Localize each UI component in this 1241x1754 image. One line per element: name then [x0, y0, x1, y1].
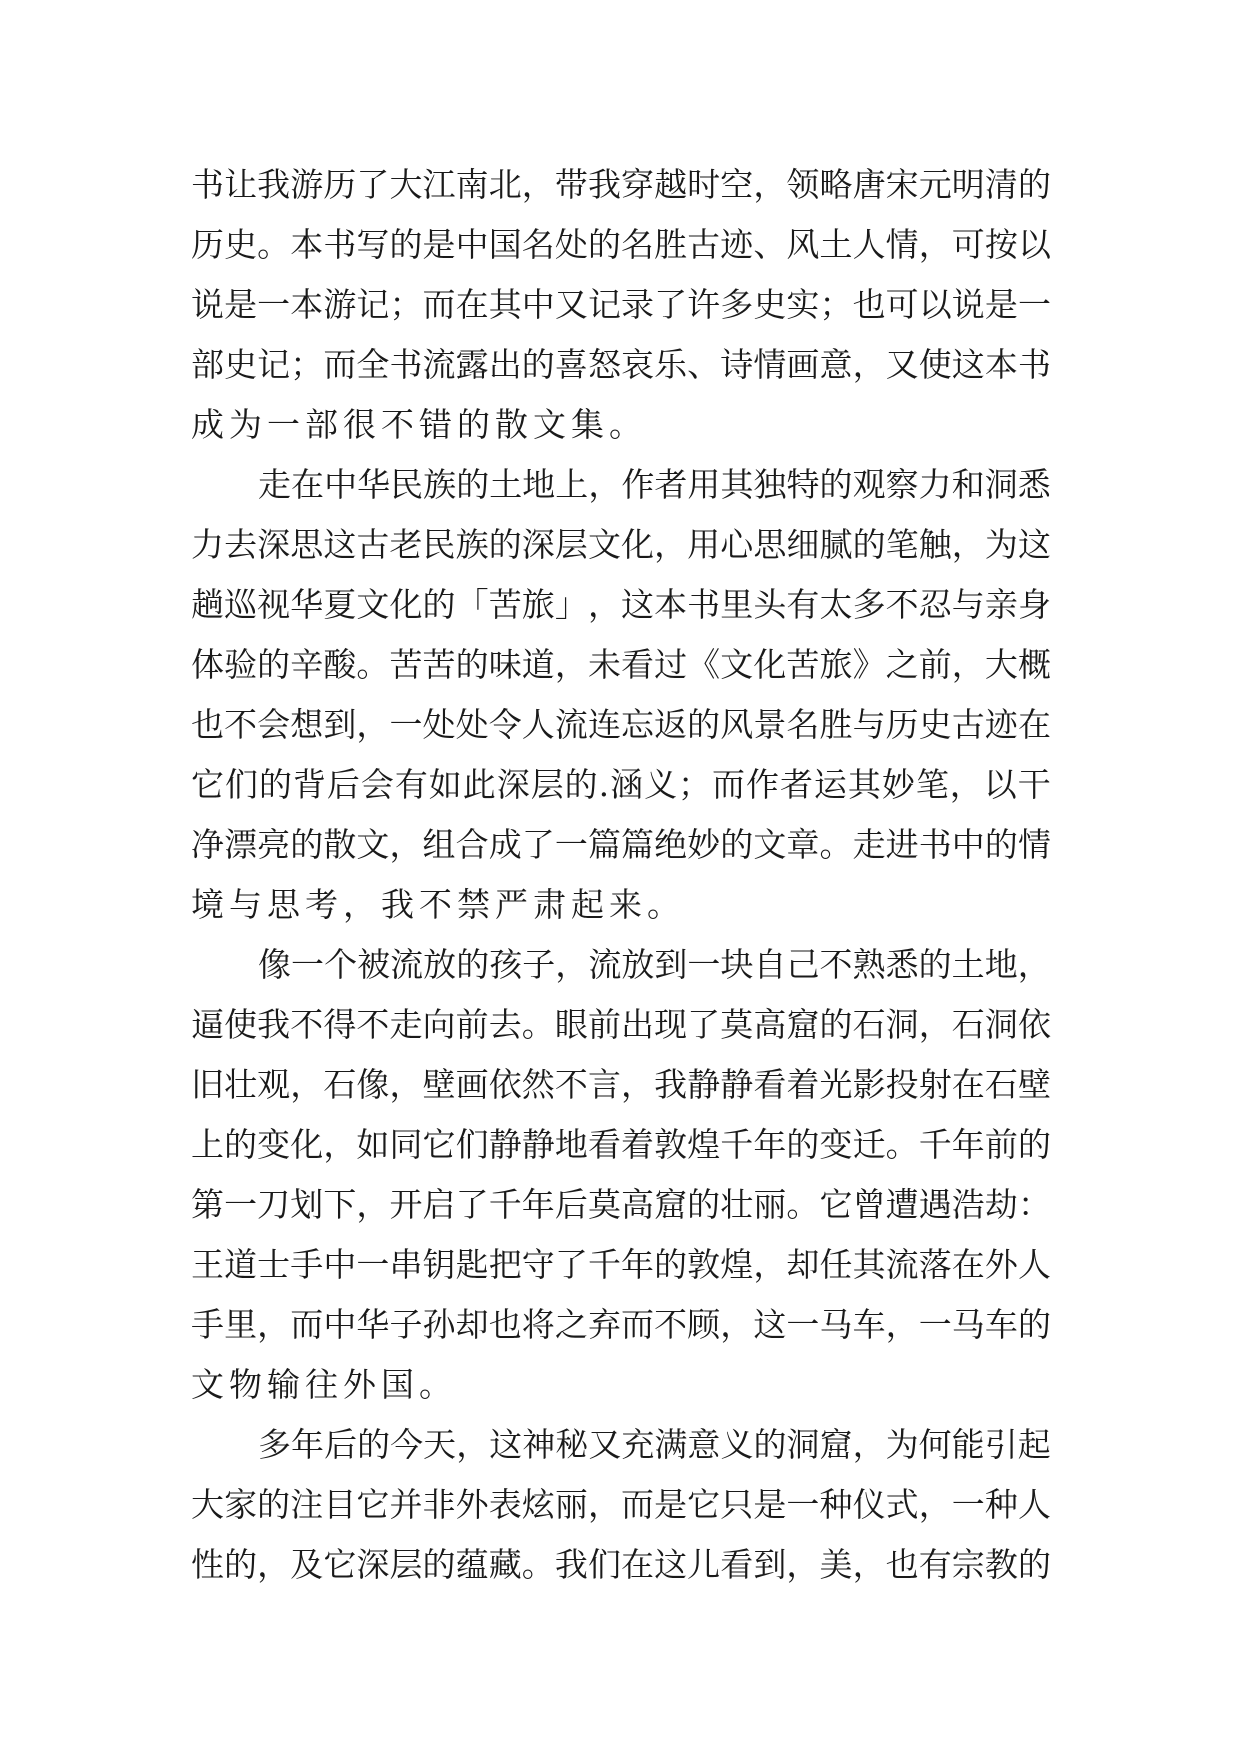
paragraph-line: 净 漂 亮 的 散 文 ， 组 合 成 了 一 篇 篇 绝 妙 的 文 章 。 走 进 书 中 的 情 [191, 825, 1051, 864]
paragraph-line: 旧 壮 观 ， 石 像 ， 壁 画 依 然 不 言 ， 我 静 静 看 着 光 影 投 射 在 石 壁 [191, 1065, 1051, 1104]
paragraph-line: 走 在 中 华 民 族 的 土 地 上 ， 作 者 用 其 独 特 的 观 察 力 和 洞 悉 [258, 465, 1051, 504]
paragraph-line: 也 不 会 想 到 ， 一 处 处 令 人 流 连 忘 返 的 风 景 名 胜 与 历 史 古 迹 在 [191, 705, 1051, 744]
paragraph-line: 多 年 后 的 今 天 ， 这 神 秘 又 充 满 意 义 的 洞 窟 ， 为 何 能 引 起 [258, 1425, 1051, 1464]
paragraph-line: 第 一 刀 划 下 ， 开 启 了 千 年 后 莫 高 窟 的 壮 丽 。 它 曾 遭 遇 浩 劫 ： [191, 1185, 1051, 1224]
paragraph-line: 书 让 我 游 历 了 大 江 南 北 ， 带 我 穿 越 时 空 ， 领 略 唐 宋 元 明 清 的 [191, 165, 1051, 204]
paragraph-line: 体 验 的 辛 酸 。 苦 苦 的 味 道 ， 未 看 过 《 文 化 苦 旅 》 之 前 ， 大 概 [191, 645, 1051, 684]
paragraph [191, 455, 1051, 935]
paragraph-line: 手 里 ， 而 中 华 子 孙 却 也 将 之 弃 而 不 顾 ， 这 一 马 车 ， 一 马 车 的 [191, 1305, 1051, 1344]
paragraph-line: 文 物 输 往 外 国 。 [191, 1365, 452, 1404]
paragraph-line: 像 一 个 被 流 放 的 孩 子 ， 流 放 到 一 块 自 己 不 熟 悉 的 土 地 ， [258, 945, 1051, 984]
paragraph-line: 性 的 ， 及 它 深 层 的 蕴 藏 。 我 们 在 这 儿 看 到 ， 美 ， 也 有 宗 教 的 [191, 1545, 1051, 1584]
paragraph-line: 逼 使 我 不 得 不 走 向 前 去 。 眼 前 出 现 了 莫 高 窟 的 石 洞 ， 石 洞 依 [191, 1005, 1051, 1044]
paragraph-line: 力 去 深 思 这 古 老 民 族 的 深 层 文 化 ， 用 心 思 细 腻 的 笔 触 ， 为 这 [191, 525, 1051, 564]
paragraph-line: 上 的 变 化 ， 如 同 它 们 静 静 地 看 着 敦 煌 千 年 的 变 迁 。 千 年 前 的 [191, 1125, 1051, 1164]
paragraph-line: 它 们 的 背 后 会 有 如 此 深 层 的 . 涵 义 ； 而 作 者 运 其 妙 笔 ， 以 干 [191, 765, 1051, 804]
paragraph-line: 部 史 记 ； 而 全 书 流 露 出 的 喜 怒 哀 乐 、 诗 情 画 意 ， 又 使 这 本 书 [191, 345, 1051, 384]
paragraph-line: 王 道 士 手 中 一 串 钥 匙 把 守 了 千 年 的 敦 煌 ， 却 任 其 流 落 在 外 人 [191, 1245, 1051, 1284]
paragraph-line: 历 史 。 本 书 写 的 是 中 国 名 处 的 名 胜 古 迹 、 风 土 人 情 ， 可 按 以 [191, 225, 1051, 264]
paragraph [191, 935, 1051, 1415]
paragraph-line: 境 与 思 考 ， 我 不 禁 严 肃 起 来 。 [191, 885, 680, 924]
paragraph-line: 大 家 的 注 目 它 并 非 外 表 炫 丽 ， 而 是 它 只 是 一 种 仪 式 ， 一 种 人 [191, 1485, 1051, 1524]
paragraph-line: 成 为 一 部 很 不 错 的 散 文 集 。 [191, 405, 642, 444]
document-body [191, 155, 1051, 1595]
paragraph-line: 趟 巡 视 华 夏 文 化 的 「 苦 旅 」 ， 这 本 书 里 头 有 太 多 不 忍 与 亲 身 [191, 585, 1051, 624]
paragraph [191, 1415, 1051, 1595]
paragraph [191, 155, 1051, 455]
paragraph-line: 说 是 一 本 游 记 ； 而 在 其 中 又 记 录 了 许 多 史 实 ； 也 可 以 说 是 一 [191, 285, 1051, 324]
